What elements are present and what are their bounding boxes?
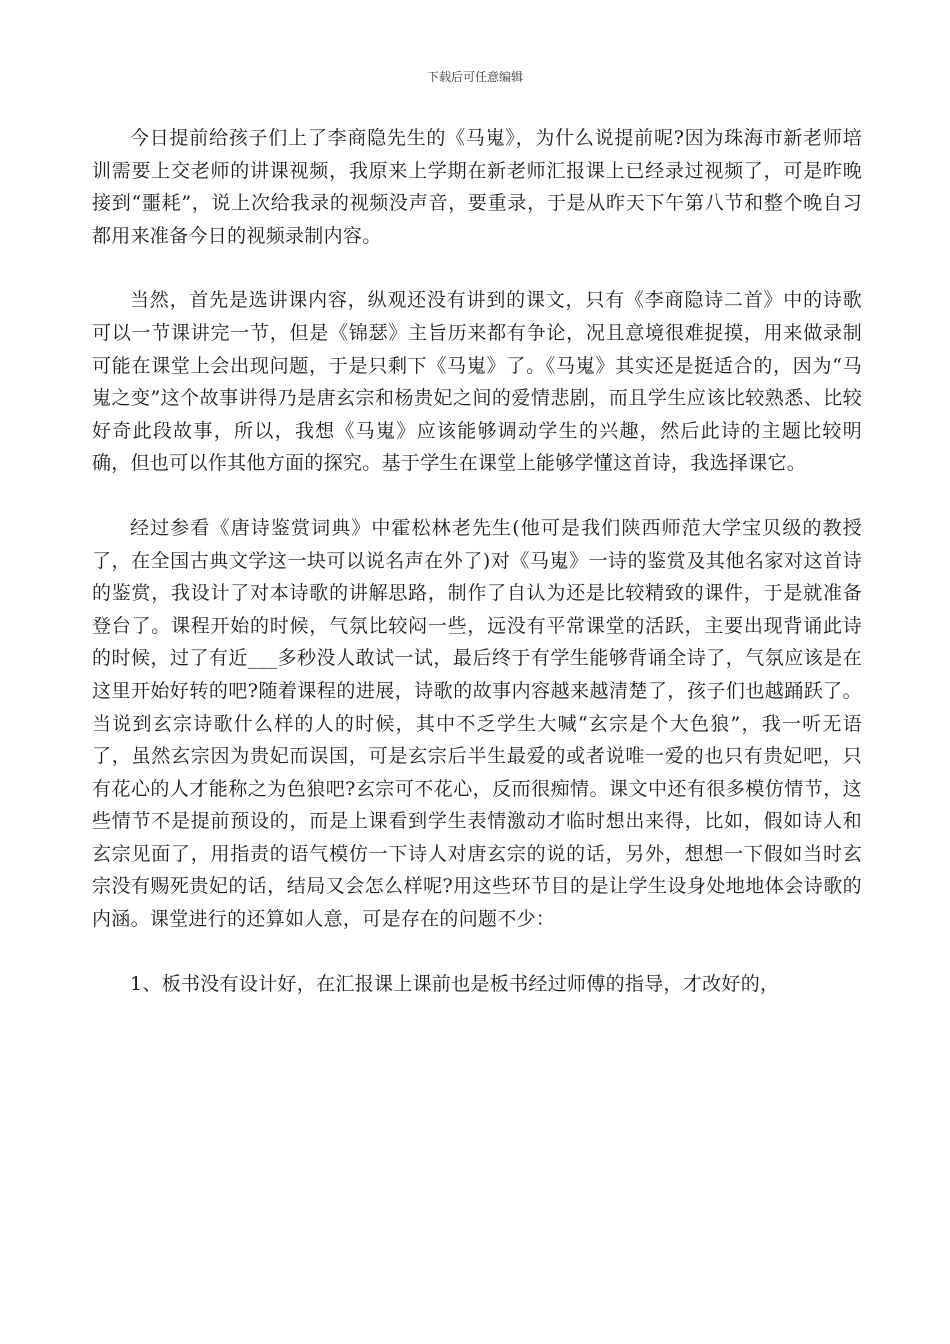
page-header-note: 下载后可任意编辑	[426, 70, 523, 84]
paragraph-2: 当然，首先是选讲课内容，纵观还没有讲到的课文，只有《李商隐诗二首》中的诗歌可以一节课讲完一节，但是《锦瑟》主旨历来都有争论，况且意境很难捉摸，用来做录制可能在课堂上会出现问题，于是只剩下《马嵬》了。《马嵬》其实还是挺适合的，因为“马嵬之变”这个故事讲得乃是唐玄宗和杨贵妃之间的爱情悲剧，而且学生应该比较熟悉、比较好奇此段故事，所以，我想《马嵬》应该能够调动学生的兴趣，然后此诗的主题比较明确，但也可以作其他方面的探究。基于学生在课堂上能够学懂这首诗，我选择课它。	[92, 289, 862, 475]
paragraph-4: 1、板书没有设计好，在汇报课上课前也是板书经过师傅的指导，才改好的，	[130, 972, 780, 995]
paragraph-3: 经过参看《唐诗鉴赏词典》中霍松林老先生(他可是我们陕西师范大学宝贝级的教授了，在全国古典文学这一块可以说名声在外了)对《马嵬》一诗的鉴赏及其他名家对这首诗的鉴赏，我设计了对本诗歌的讲解思路，制作了自认为还是比较精致的课件，于是就准备登台了。课程开始的时候，气氛比较闷一些，远没有平常课堂的活跃，主要出现背诵此诗的时候，过了有近___多秒没人敢试一试，最后终于有学生能够背诵全诗了，气氛应该是在这里开始好转的吧?随着课程的进展，诗歌的故事内容越来越清楚了，孩子们也越踊跃了。当说到玄宗诗歌什么样的人的时候，其中不乏学生大喊“玄宗是个大色狼”，我一听无语了，虽然玄宗因为贵妃而误国，可是玄宗后半生最爱的或者说唯一爱的也只有贵妃吧，只有花心的人才能称之为色狼吧?玄宗可不花心，反而很痴情。课文中还有很多模仿情节，这些情节不是提前预设的，而是上课看到学生表情激动才临时想出来得，比如，假如诗人和玄宗见面了，用指责的语气模仿一下诗人对唐玄宗的说的话，另外，想想一下假如当时玄宗没有赐死贵妃的话，结局又会怎么样呢?用这些环节目的是让学生设身处地地体会诗歌的内涵。课堂进行的还算如人意，可是存在的问题不少：	[92, 516, 862, 931]
document-body	[92, 122, 862, 1032]
paragraph-1: 今日提前给孩子们上了李商隐先生的《马嵬》，为什么说提前呢?因为珠海市新老师培训需要上交老师的讲课视频，我原来上学期在新老师汇报课上已经录过视频了，可是昨晚接到“噩耗”，说上次给我录的视频没声音，要重录，于是从昨天下午第八节和整个晚自习都用来准备今日的视频录制内容。	[92, 127, 862, 247]
